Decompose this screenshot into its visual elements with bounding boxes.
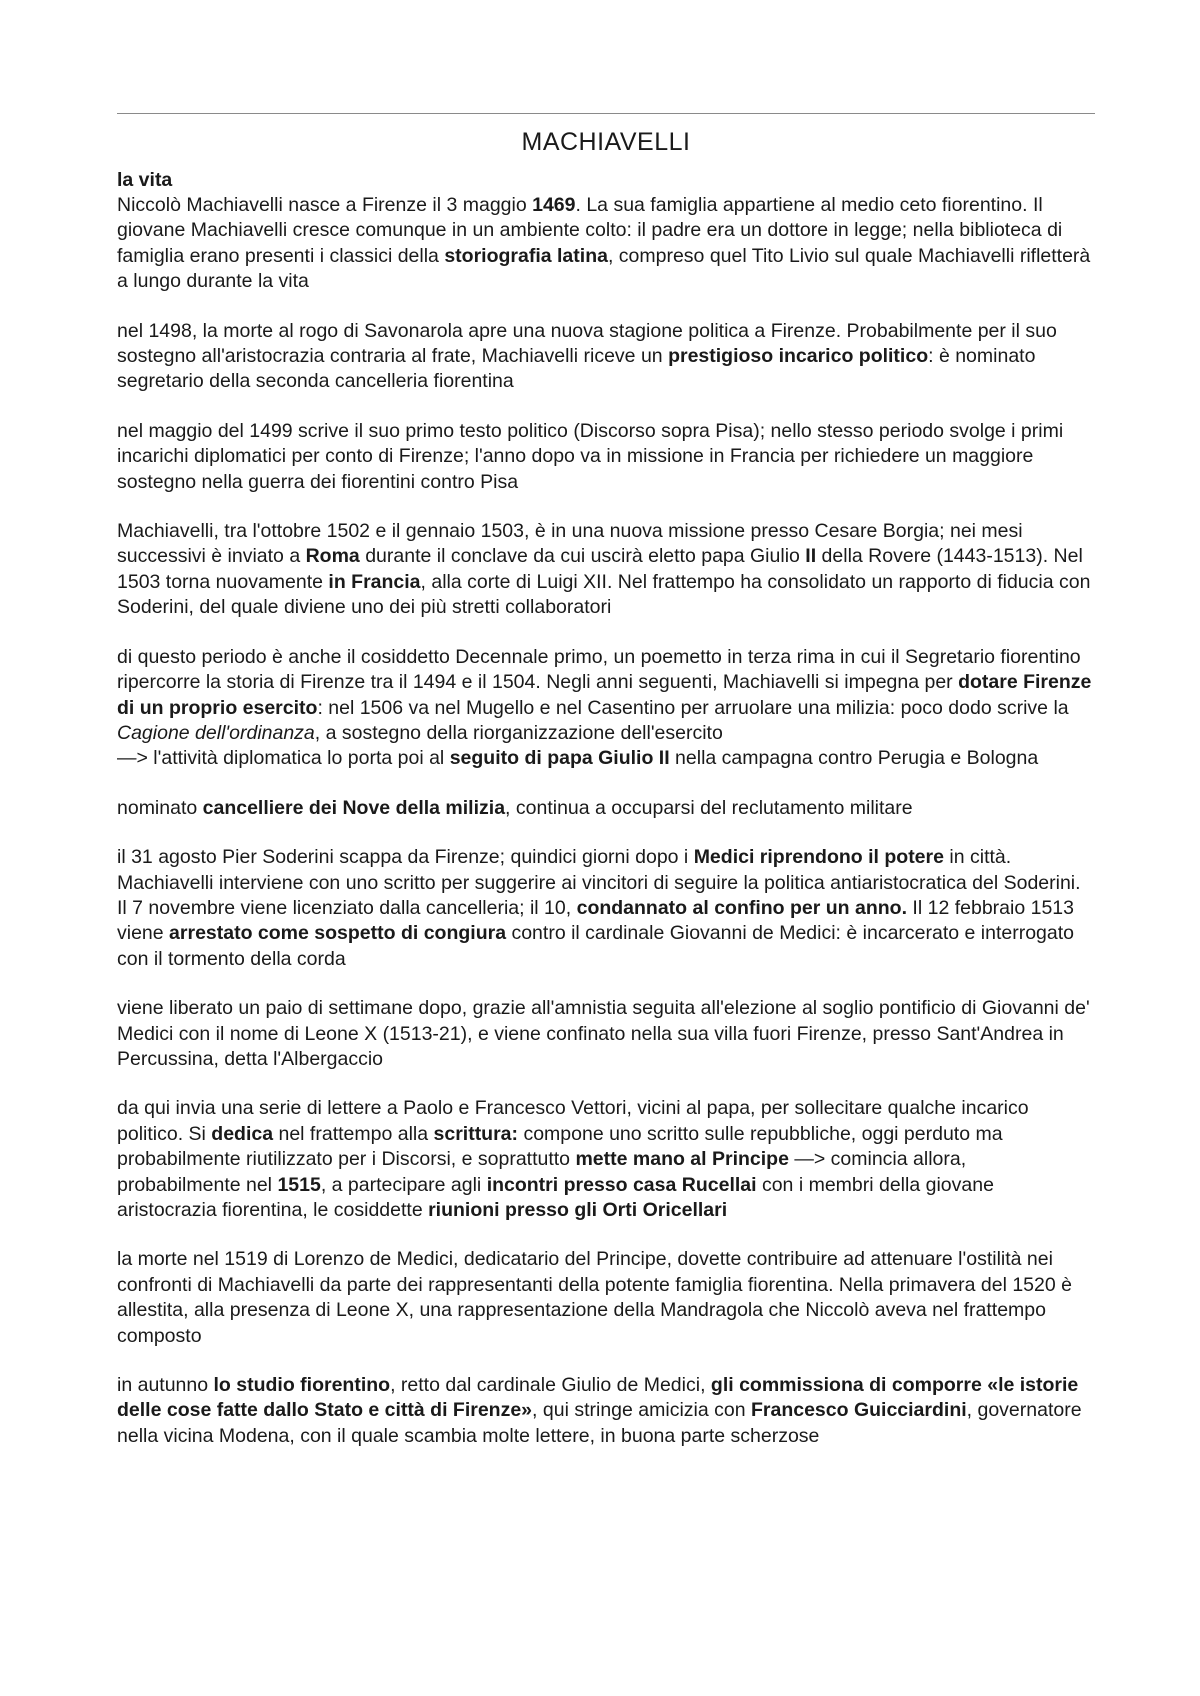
text-run: , continua a occuparsi del reclutamento militare: [505, 796, 913, 819]
text-run: —> l'attività diplomatica lo porta poi al: [117, 747, 450, 770]
bold-text: Francesco Guicciardini: [750, 1399, 967, 1422]
paragraph: [117, 746, 1095, 771]
text-run: della Rovere (1443-1513). Nel 1503 torna nuovamente: [117, 545, 1083, 593]
text-run: il 31 agosto Pier Soderini scappa da Firenze; quindici giorni dopo i: [117, 846, 694, 869]
text-run: con i membri della giovane aristocrazia fiorentina, le cosiddette: [117, 1173, 994, 1221]
text-run: : nel 1506 va nel Mugello e nel Casentino per arruolare una milizia: poco dodo scrive la: [317, 696, 1069, 719]
bold-text: seguito di papa Giulio II: [449, 747, 670, 770]
bold-text: 1469: [532, 194, 576, 216]
text-run: in città. Machiavelli interviene con uno scritto per suggerire ai vincitori di seguire la politica antiaristocratica del Soderini. Il 7 novembre viene licenziato dalla cancelleria; il 10,: [117, 846, 1081, 919]
text-run: la morte nel 1519 di Lorenzo de Medici, dedicatario del Principe, dovette contribuire ad attenuare l'ostilità nei confronti di Machiavelli da parte dei rappresentanti della potente famiglia fiorentina. Nella primavera del 1520 è allestita, alla presenza di Leone X, una rappresentazione della Mandragola che Niccolò aveva nel frattempo composto: [117, 1248, 1072, 1347]
bold-text: lo studio fiorentino: [213, 1374, 391, 1397]
text-run: di questo periodo è anche il cosiddetto Decennale primo, un poemetto in terza rima in cui il Segretario fiorentino ripercorre la storia di Firenze tra il 1494 e il 1504. Negli anni seguenti, Machiavelli si impegna per: [117, 645, 1081, 694]
paragraph: [117, 319, 1095, 395]
section-heading: la vita: [117, 169, 173, 191]
text-run: , retto dal cardinale Giulio de Medici,: [390, 1374, 711, 1397]
paragraph: [117, 193, 1095, 295]
bold-text: riunioni presso gli Orti Oricellari: [428, 1199, 728, 1221]
paragraph: [117, 519, 1095, 621]
paragraph: [117, 419, 1095, 495]
text-run: , a sostegno della riorganizzazione dell'esercito: [314, 721, 723, 744]
text-run: da qui invia una serie di lettere a Paolo e Francesco Vettori, vicini al papa, per sollecitare qualche incarico politico. Si: [117, 1097, 1029, 1145]
text-run: Il 12 febbraio 1513 viene: [117, 896, 1074, 945]
bold-text: prestigioso incarico politico: [668, 345, 929, 368]
paragraph: [117, 796, 1095, 821]
text-run: , compreso quel Tito Livio sul quale Machiavelli rifletterà a lungo durante la vita: [117, 244, 1091, 293]
bold-text: scrittura:: [433, 1122, 519, 1145]
text-run: contro il cardinale Giovanni de Medici: è incarcerato e interrogato con il tormento della corda: [117, 922, 1075, 970]
bold-text: incontri presso casa Rucellai: [486, 1173, 757, 1196]
text-run: Niccolò Machiavelli nasce a Firenze il 3 maggio: [117, 194, 533, 216]
document-page: [117, 113, 1095, 1473]
paragraph: [117, 1096, 1095, 1223]
paragraph: [117, 845, 1095, 972]
paragraph: [117, 1247, 1095, 1349]
bold-text: storiografia latina: [444, 244, 608, 267]
paragraph: [117, 1373, 1095, 1449]
paragraph: [117, 996, 1095, 1072]
text-run: , alla corte di Luigi XII. Nel frattempo ha consolidato un rapporto di fiducia con Soderini, del quale diviene uno dei più stretti collaboratori: [117, 570, 1091, 619]
paragraph: [117, 645, 1095, 747]
text-run: Machiavelli, tra l'ottobre 1502 e il gennaio 1503, è in una nuova missione presso Cesare Borgia; nei mesi successivi è inviato a: [117, 520, 1023, 568]
text-run: nel 1498, la morte al rogo di Savonarola apre una nuova stagione politica a Firenze. Probabilmente per il suo sostegno all'aristocrazia contraria al frate, Machiavelli riceve un: [117, 319, 1057, 368]
bold-text: Roma: [305, 545, 360, 568]
bold-text: arrestato come sospetto di congiura: [169, 922, 507, 945]
document-title: MACHIAVELLI: [521, 128, 691, 156]
text-run: nel maggio del 1499 scrive il suo primo testo politico (Discorso sopra Pisa); nello stesso periodo svolge i primi incarichi diplomatici per conto di Firenze; l'anno dopo va in missione in Francia per richiedere un maggiore sostegno nella guerra dei fiorentini contro Pisa: [117, 419, 1064, 493]
text-run: , qui stringe amicizia con: [532, 1399, 751, 1422]
text-run: viene liberato un paio di settimane dopo, grazie all'amnistia seguita all'elezione al soglio pontificio di Giovanni de' Medici con il nome di Leone X (1513-21), e viene confinato nella sua villa fuori Firenze, presso Sant'Andrea in Percussina, detta l'Albergaccio: [117, 997, 1090, 1070]
bold-text: II: [805, 545, 817, 568]
italic-text: Cagione dell'ordinanza: [117, 721, 315, 744]
bold-text: cancelliere dei Nove della milizia: [202, 796, 506, 819]
text-run: nel frattempo alla: [273, 1122, 434, 1145]
top-divider: [117, 113, 1095, 114]
text-run: : è nominato segretario della seconda cancelleria fiorentina: [117, 345, 1036, 393]
bold-text: gli commissiona di comporre «le istorie delle cose fatte dallo Stato e città di Firenze»: [117, 1374, 1079, 1422]
bold-text: condannato al confino per un anno.: [576, 896, 908, 919]
text-run: nominato: [117, 796, 203, 819]
text-run: compone uno scritto sulle repubbliche, oggi perduto ma probabilmente riutilizzato per i Discorsi, e soprattutto: [117, 1122, 1003, 1171]
bold-text: dedica: [211, 1122, 274, 1145]
text-run: durante il conclave da cui uscirà eletto papa Giulio: [359, 545, 806, 568]
text-run: in autunno: [117, 1374, 214, 1397]
bold-text: Medici riprendono il potere: [693, 846, 944, 869]
text-run: . La sua famiglia appartiene al medio ceto fiorentino. Il giovane Machiavelli cresce comunque in un ambiente colto: il padre era un dottore in legge; nella biblioteca di famiglia erano presenti i classici della: [117, 194, 1063, 267]
text-run: nella campagna contro Perugia e Bologna: [669, 747, 1039, 770]
text-run: , governatore nella vicina Modena, con il quale scambia molte lettere, in buona parte scherzose: [117, 1399, 1082, 1447]
bold-text: dotare Firenze di un proprio esercito: [117, 671, 1092, 719]
bold-text: mette mano al Principe: [575, 1148, 789, 1171]
text-run: , a partecipare agli: [320, 1173, 487, 1196]
text-run: —> comincia allora, probabilmente nel: [117, 1148, 967, 1196]
bold-text: 1515: [277, 1173, 321, 1196]
bold-text: in Francia: [328, 570, 421, 593]
